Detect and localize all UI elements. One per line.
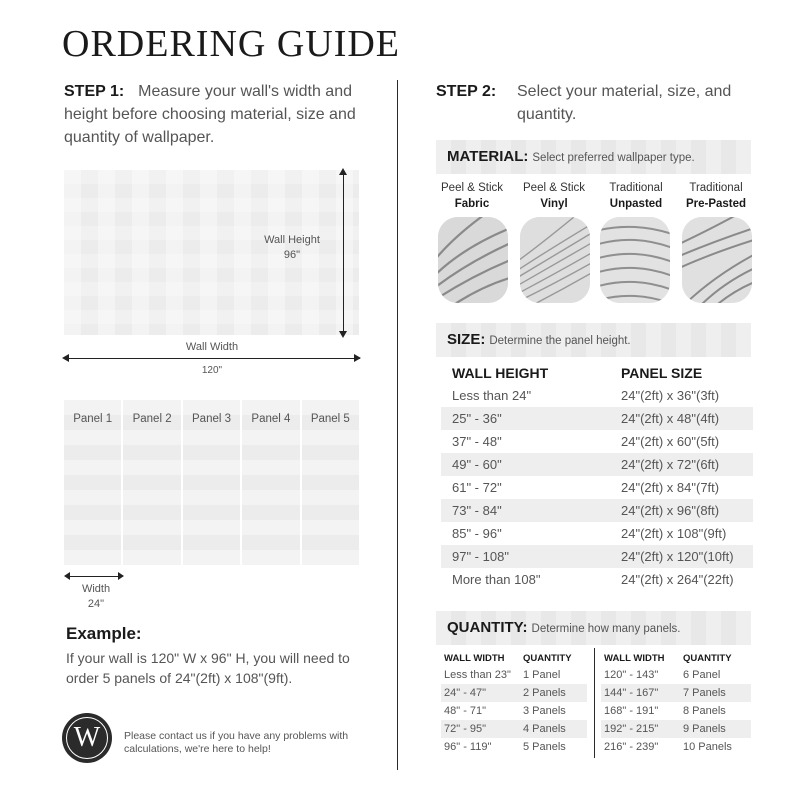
wall-height-value: 96" bbox=[283, 249, 301, 261]
quantity-divider bbox=[594, 648, 595, 758]
table-cell: 24"(2ft) x 120"(10ft) bbox=[621, 549, 734, 564]
example-title: Example: bbox=[66, 624, 142, 643]
table-cell: 1 Panel bbox=[523, 669, 561, 681]
table-row bbox=[601, 666, 751, 684]
qty-header-quantity: QUANTITY bbox=[523, 652, 572, 664]
material-line2: Fabric bbox=[454, 198, 490, 210]
table-cell: 96" - 119" bbox=[444, 741, 492, 753]
table-cell: Less than 24" bbox=[452, 388, 532, 403]
fabric-swatch-image[interactable] bbox=[438, 217, 508, 303]
page-title: ORDERING GUIDE bbox=[62, 23, 401, 65]
table-row bbox=[441, 720, 587, 738]
step2-text: Select your material, size, and quantity. bbox=[517, 83, 732, 123]
quantity-table-right bbox=[601, 650, 751, 756]
size-desc: Determine the panel height. bbox=[489, 335, 631, 347]
size-section-header bbox=[436, 323, 751, 357]
size-table-header bbox=[441, 362, 753, 384]
wall-height-title: Wall Height bbox=[264, 234, 320, 246]
wall-width-label: Wall Width bbox=[185, 341, 239, 353]
table-cell: 120" - 143" bbox=[604, 669, 659, 681]
table-row bbox=[441, 545, 753, 568]
table-row bbox=[441, 453, 753, 476]
table-row bbox=[601, 738, 751, 756]
quantity-table-right-body bbox=[601, 666, 751, 756]
table-cell: 85" - 96" bbox=[452, 526, 502, 541]
table-cell: 24"(2ft) x 108"(9ft) bbox=[621, 526, 727, 541]
table-cell: 216" - 239" bbox=[604, 741, 659, 753]
step2-instructions bbox=[436, 80, 756, 123]
panel: Panel 4 bbox=[242, 400, 299, 565]
logo-letter: W bbox=[66, 717, 108, 759]
wall-height-label bbox=[255, 233, 329, 263]
table-row bbox=[441, 499, 753, 522]
arrow-left-icon bbox=[64, 572, 70, 580]
material-option-unpasted[interactable] bbox=[598, 180, 674, 212]
table-cell: 144" - 167" bbox=[604, 687, 659, 699]
arrow-up-icon bbox=[339, 168, 347, 175]
material-line2: Vinyl bbox=[540, 198, 568, 210]
height-measure-line bbox=[343, 170, 344, 336]
material-line2: Pre-Pasted bbox=[685, 198, 747, 210]
material-option-vinyl[interactable] bbox=[516, 180, 592, 212]
table-row bbox=[441, 702, 587, 720]
arrow-right-icon bbox=[354, 354, 361, 362]
panel-width-title: Width bbox=[81, 583, 111, 595]
table-row bbox=[601, 684, 751, 702]
material-desc: Select preferred wallpaper type. bbox=[532, 152, 695, 164]
quantity-table-header bbox=[601, 650, 751, 666]
table-cell: 25" - 36" bbox=[452, 411, 502, 426]
material-line1: Peel & Stick bbox=[523, 182, 585, 194]
quantity-table-left bbox=[441, 650, 587, 756]
quantity-section-header bbox=[436, 611, 751, 645]
table-cell: 6 Panel bbox=[683, 669, 721, 681]
unpasted-swatch-image[interactable] bbox=[600, 217, 670, 303]
table-cell: 24"(2ft) x 264"(22ft) bbox=[621, 572, 734, 587]
material-line2: Unpasted bbox=[609, 198, 663, 210]
table-cell: 72" - 95" bbox=[444, 723, 487, 735]
table-cell: 3 Panels bbox=[523, 705, 566, 717]
arrow-right-icon bbox=[118, 572, 124, 580]
table-cell: Less than 23" bbox=[444, 669, 511, 681]
table-row bbox=[601, 702, 751, 720]
panel: Panel 5 bbox=[302, 400, 359, 565]
table-cell: 24"(2ft) x 48"(4ft) bbox=[621, 411, 720, 426]
material-label: MATERIAL: bbox=[447, 148, 529, 165]
width-measure-line bbox=[64, 358, 360, 359]
table-row bbox=[441, 522, 753, 545]
material-line1: Traditional bbox=[609, 182, 663, 194]
example-text: If your wall is 120" W x 96" H, you will need to order 5 panels of 24"(2ft) x 108"(9ft). bbox=[66, 650, 350, 686]
size-label: SIZE: bbox=[447, 331, 486, 348]
step1-text: Measure your wall's width and height before choosing material, size and quantity of wallpaper. bbox=[64, 83, 356, 146]
table-cell: 48" - 71" bbox=[444, 705, 487, 717]
material-option-prepasted[interactable] bbox=[678, 180, 754, 212]
vinyl-swatch-image[interactable] bbox=[520, 217, 590, 303]
step1-label: STEP 1: bbox=[64, 83, 125, 100]
table-cell: 24"(2ft) x 36"(3ft) bbox=[621, 388, 720, 403]
table-row bbox=[441, 430, 753, 453]
size-table-body bbox=[441, 384, 753, 591]
table-row bbox=[441, 476, 753, 499]
quantity-table-left-body bbox=[441, 666, 587, 756]
contact-note: Please contact us if you have any problems with calculations, we're here to help! bbox=[124, 730, 349, 755]
table-cell: 192" - 215" bbox=[604, 723, 659, 735]
size-table bbox=[441, 362, 753, 591]
brand-logo bbox=[62, 713, 112, 763]
table-cell: 24"(2ft) x 84"(7ft) bbox=[621, 480, 720, 495]
quantity-table-header bbox=[441, 650, 587, 666]
quantity-label: QUANTITY: bbox=[447, 619, 528, 636]
table-cell: 24"(2ft) x 72"(6ft) bbox=[621, 457, 720, 472]
table-cell: 5 Panels bbox=[523, 741, 566, 753]
table-row bbox=[441, 407, 753, 430]
table-row bbox=[441, 384, 753, 407]
panels-illustration bbox=[64, 400, 359, 565]
panel: Panel 2 bbox=[123, 400, 180, 565]
arrow-down-icon bbox=[339, 331, 347, 338]
size-header-panel-size: PANEL SIZE bbox=[621, 365, 703, 381]
material-section-header bbox=[436, 140, 751, 174]
table-cell: More than 108" bbox=[452, 572, 541, 587]
wall-width-value: 120" bbox=[201, 365, 223, 376]
table-cell: 49" - 60" bbox=[452, 457, 502, 472]
panel: Panel 1 bbox=[64, 400, 121, 565]
qty-header-quantity: QUANTITY bbox=[683, 652, 732, 664]
table-cell: 24"(2ft) x 96"(8ft) bbox=[621, 503, 720, 518]
table-cell: 9 Panels bbox=[683, 723, 726, 735]
qty-header-wall-width: WALL WIDTH bbox=[604, 652, 665, 664]
material-line1: Peel & Stick bbox=[441, 182, 503, 194]
panel: Panel 3 bbox=[183, 400, 240, 565]
panel-width-label bbox=[66, 582, 126, 612]
arrow-left-icon bbox=[62, 354, 69, 362]
table-cell: 97" - 108" bbox=[452, 549, 509, 564]
quantity-desc: Determine how many panels. bbox=[531, 623, 681, 635]
table-row bbox=[441, 684, 587, 702]
table-row bbox=[441, 666, 587, 684]
table-cell: 2 Panels bbox=[523, 687, 566, 699]
table-cell: 61" - 72" bbox=[452, 480, 502, 495]
panel-width-line bbox=[66, 576, 122, 577]
column-divider bbox=[397, 80, 398, 770]
table-cell: 8 Panels bbox=[683, 705, 726, 717]
material-option-fabric[interactable] bbox=[434, 180, 510, 212]
panel-width-value: 24" bbox=[87, 598, 105, 610]
table-row bbox=[601, 720, 751, 738]
table-row bbox=[441, 738, 587, 756]
table-cell: 37" - 48" bbox=[452, 434, 502, 449]
table-cell: 24" - 47" bbox=[444, 687, 487, 699]
step2-label: STEP 2: bbox=[436, 83, 497, 100]
prepasted-swatch-image[interactable] bbox=[682, 217, 752, 303]
table-cell: 7 Panels bbox=[683, 687, 726, 699]
table-cell: 24"(2ft) x 60"(5ft) bbox=[621, 434, 720, 449]
material-line1: Traditional bbox=[689, 182, 743, 194]
size-header-wall-height: WALL HEIGHT bbox=[452, 365, 549, 381]
table-cell: 168" - 191" bbox=[604, 705, 659, 717]
step1-instructions bbox=[64, 80, 374, 149]
table-row bbox=[441, 568, 753, 591]
table-cell: 73" - 84" bbox=[452, 503, 502, 518]
qty-header-wall-width: WALL WIDTH bbox=[444, 652, 505, 664]
table-cell: 4 Panels bbox=[523, 723, 566, 735]
table-cell: 10 Panels bbox=[683, 741, 732, 753]
